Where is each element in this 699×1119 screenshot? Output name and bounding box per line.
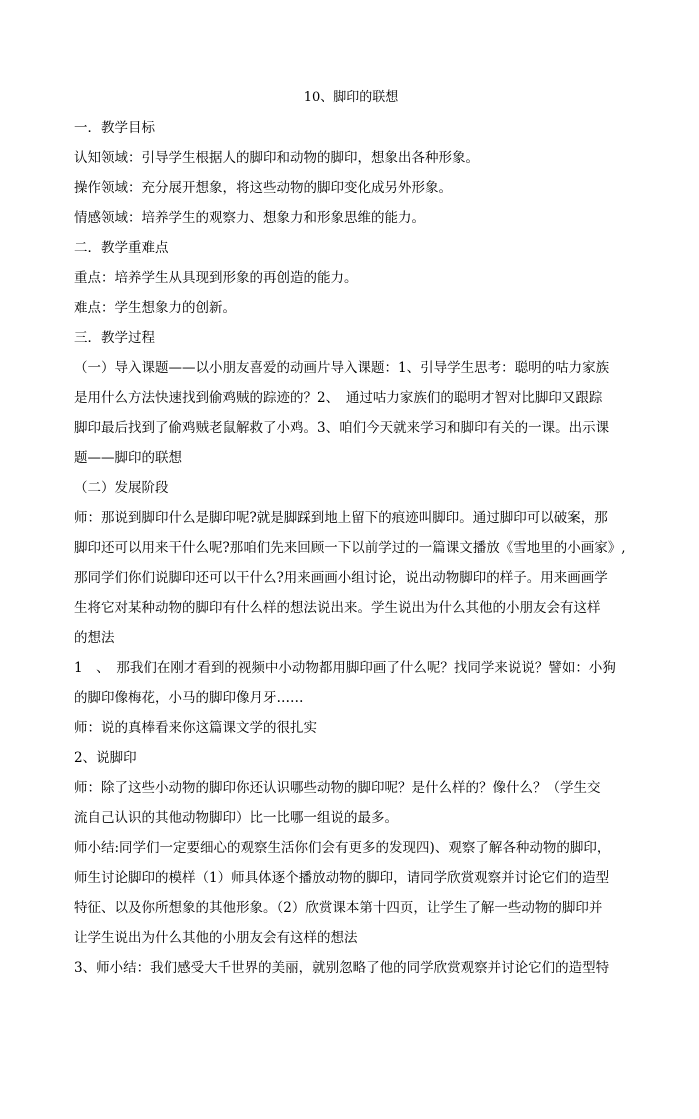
objective-emotion: 情感领域：培养学生的观察力、想象力和形象思维的能力。 (74, 210, 425, 226)
paragraph-line: 是用什么方法快速找到偷鸡贼的踪迹的？2、 通过咕力家族们的聪明才智对比脚印又跟踪 (74, 390, 603, 406)
paragraph-line: 题——脚印的联想 (74, 450, 182, 466)
step-3-summary: 3、师小结：我们感受大千世界的美丽，就别忽略了他的同学欣赏观察并讨论它们的造型特 (74, 960, 610, 976)
paragraph-line: 师生讨论脚印的模样（1）师具体逐个播放动物的脚印，请同学欣赏观察并讨论它们的造型 (74, 870, 610, 886)
document-body (74, 120, 628, 976)
paragraph-line: 师：那说到脚印什么是脚印呢?就是脚踩到地上留下的痕迹叫脚印。通过脚印可以破案，那 (74, 510, 608, 526)
document-title: 10、脚印的联想 (303, 90, 399, 105)
difficult-point: 难点：学生想象力的创新。 (74, 300, 236, 316)
paragraph-line: 1 、 那我们在刚才看到的视频中小动物都用脚印画了什么呢？找同学来说说？譬如：小狗 (74, 660, 616, 676)
document-page (74, 90, 628, 990)
objective-operation: 操作领域：充分展开想象，将这些动物的脚印变化成另外形象。 (74, 180, 452, 196)
teacher-talk-footprints (74, 503, 628, 653)
stage-development-heading: （二）发展阶段 (74, 480, 169, 496)
paragraph-line: 特征、以及你所想象的其他形象。（2）欣赏课本第十四页，让学生了解一些动物的脚印并 (74, 900, 603, 916)
objective-cognitive: 认知领域：引导学生根据人的脚印和动物的脚印，想象出各种形象。 (74, 150, 479, 166)
paragraph-line: 的想法 (74, 630, 115, 646)
paragraph-line: （一）导入课题——以小朋友喜爱的动画片导入课题：1、引导学生思考：聪明的咕力家族 (74, 360, 610, 376)
paragraph-line: 那同学们你们说脚印还可以干什么?用来画画小组讨论，说出动物脚印的样子。用来画画学 (74, 570, 608, 586)
paragraph-line: 脚印还可以用来干什么呢?那咱们先来回顾一下以前学过的一篇课文播放《雪地里的小画家》, (74, 540, 626, 556)
step-1-video (74, 653, 628, 713)
paragraph-line: 师小结:同学们一定要细心的观察生活你们会有更多的发现四)、观察了解各种动物的脚印， (74, 840, 611, 856)
paragraph-line: 的脚印像梅花，小马的脚印像月牙…… (74, 690, 304, 706)
paragraph-line: 生将它对某种动物的脚印有什么样的想法说出来。学生说出为什么其他的小朋友会有这样 (74, 600, 601, 616)
teacher-question-other-animals (74, 773, 628, 833)
section-heading-key-points: 二．教学重难点 (74, 240, 169, 256)
section-heading-objectives: 一．教学目标 (74, 120, 155, 136)
section-heading-process: 三．教学过程 (74, 330, 155, 346)
paragraph-line: 让学生说出为什么其他的小朋友会有这样的想法 (74, 930, 358, 946)
paragraph-line: 流自己认识的其他动物脚印）比一比哪一组说的最多。 (74, 810, 398, 826)
paragraph-line: 师：除了这些小动物的脚印你还认识哪些动物的脚印呢？是什么样的？像什么？（学生交 (74, 780, 601, 796)
teacher-summary-observe (74, 833, 628, 953)
stage-introduction (74, 353, 628, 473)
teacher-praise: 师：说的真棒看来你这篇课文学的很扎实 (74, 720, 317, 736)
paragraph-line: 脚印最后找到了偷鸡贼老鼠解救了小鸡。3、咱们今天就来学习和脚印有关的一课。出示课 (74, 420, 610, 436)
key-point: 重点：培养学生从具现到形象的再创造的能力。 (74, 270, 358, 286)
step-2-heading: 2、说脚印 (74, 750, 137, 766)
